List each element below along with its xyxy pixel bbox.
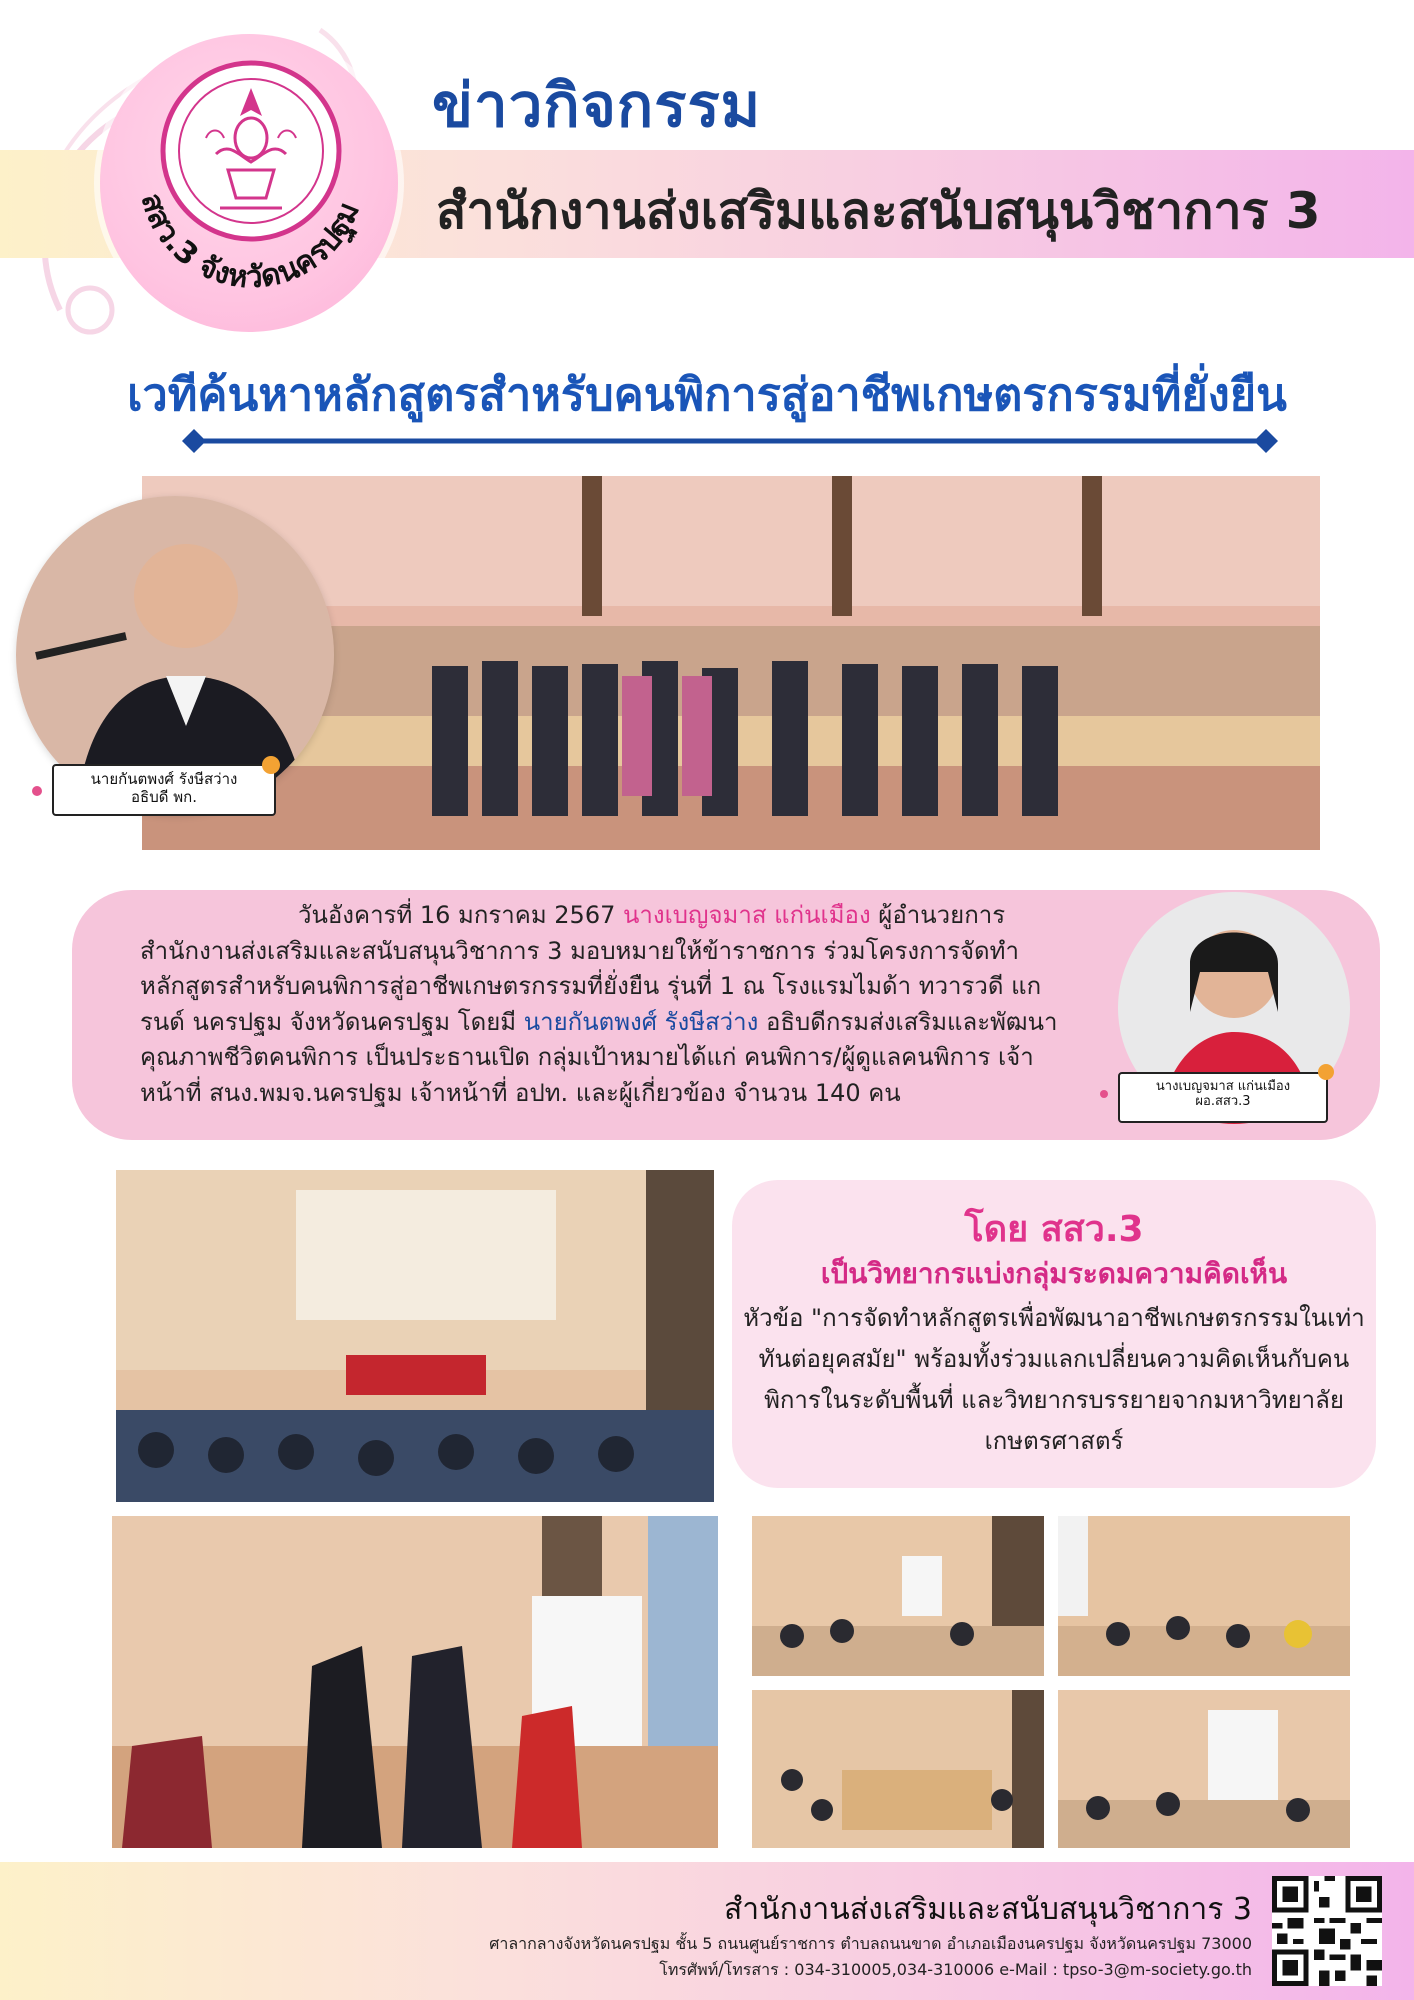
footer-contact: โทรศัพท์/โทรสาร : 034-310005,034-310006 e-Mail : tpso-3@m-society.go.th: [659, 1960, 1252, 1979]
qr-code-icon: [1272, 1876, 1382, 1986]
footer-address: ศาลากลางจังหวัดนครปฐม ชั้น 5 ถนนศูนย์ราชการ ตำบลถนนขาด อำเภอเมืองนครปฐม จังหวัดนครปฐม 73000: [489, 1934, 1252, 1953]
speaker-by: โดย สสว.3: [964, 1209, 1144, 1250]
workshop-photo-1: [752, 1516, 1044, 1676]
workshop-photo-2: [1058, 1516, 1350, 1676]
speaker-role: เป็นวิทยากรแบ่งกลุ่มระดมความคิดเห็น: [820, 1257, 1288, 1290]
director-name: นางเบญจมาส แก่นเมือง: [622, 901, 871, 929]
group-discussion-photo: [112, 1516, 718, 1848]
decor-dot: [1100, 1090, 1108, 1098]
intro-date-text: วันอังคารที่ 16 มกราคม 2567: [298, 901, 623, 929]
headline-divider: [180, 428, 1280, 454]
caption-director: [1118, 1072, 1328, 1123]
decor-dot: [32, 786, 42, 796]
footer-office-name: สำนักงานส่งเสริมและสนับสนุนวิชาการ 3: [723, 1892, 1252, 1927]
meeting-photo: [116, 1170, 714, 1502]
workshop-photo-3: [752, 1690, 1044, 1848]
caption-title: อธิบดี พก.: [131, 788, 197, 806]
page-title: ข่าวกิจกรรม: [432, 71, 762, 141]
office-name: สำนักงานส่งเสริมและสนับสนุนวิชาการ 3: [436, 182, 1321, 240]
caption-title: ผอ.สสว.3: [1195, 1094, 1251, 1109]
intro-body-text: ผู้อำนวยการสำนักงานส่งเสริมและสนับสนุนวิชาการ 3 มอบหมายให้ข้าราชการ ร่วมโครงการจัดทำหลักสูตรสำหรับคนพิการสู่อาชีพเกษตรกรรมที่ยั่งยืน รุ่นที่ 1 ณ โรงแรมไมด้า ทวารวดี แกรนด์ นครปฐม จังหวัดนครปฐม โดยมี: [140, 901, 1042, 1036]
logo-arc-text: [100, 34, 398, 332]
decor-dot: [262, 756, 280, 774]
svg-text:สสว.3 จังหวัดนครปฐม: สสว.3 จังหวัดนครปฐม: [133, 189, 367, 296]
speaker-description: หัวข้อ "การจัดทำหลักสูตรเพื่อพัฒนาอาชีพเกษตรกรรมในเท่าทันต่อยุคสมัย" พร้อมทั้งร่วมแลกเปลี่ยนความคิดเห็นกับคนพิการในระดับพื้นที่ และวิทยากรบรรยายจากมหาวิทยาลัยเกษตรศาสตร์: [743, 1304, 1365, 1455]
caption-director-general: [52, 764, 276, 816]
decor-dot: [1318, 1064, 1334, 1080]
headline: เวทีค้นหาหลักสูตรสำหรับคนพิการสู่อาชีพเกษตรกรรมที่ยั่งยืน: [127, 368, 1287, 421]
workshop-photo-4: [1058, 1690, 1350, 1848]
caption-name: นายกันตพงศ์ รังษีสว่าง: [90, 770, 238, 788]
intro-body-text-2: อธิบดีกรมส่งเสริมและพัฒนาคุณภาพชีวิตคนพิการ เป็นประธานเปิด กลุ่มเป้าหมายได้แก่ คนพิการ/ผู้ดูแลคนพิการ เจ้าหน้าที่ สนง.พมจ.นครปฐม เจ้าหน้าที่ อปท. และผู้เกี่ยวข้อง จำนวน 140 คน: [140, 1007, 1058, 1107]
chief-name: นายกันตพงศ์ รังษีสว่าง: [523, 1007, 759, 1036]
intro-paragraph: [140, 898, 1080, 1111]
caption-name: นางเบญจมาส แก่นเมือง: [1155, 1079, 1291, 1094]
